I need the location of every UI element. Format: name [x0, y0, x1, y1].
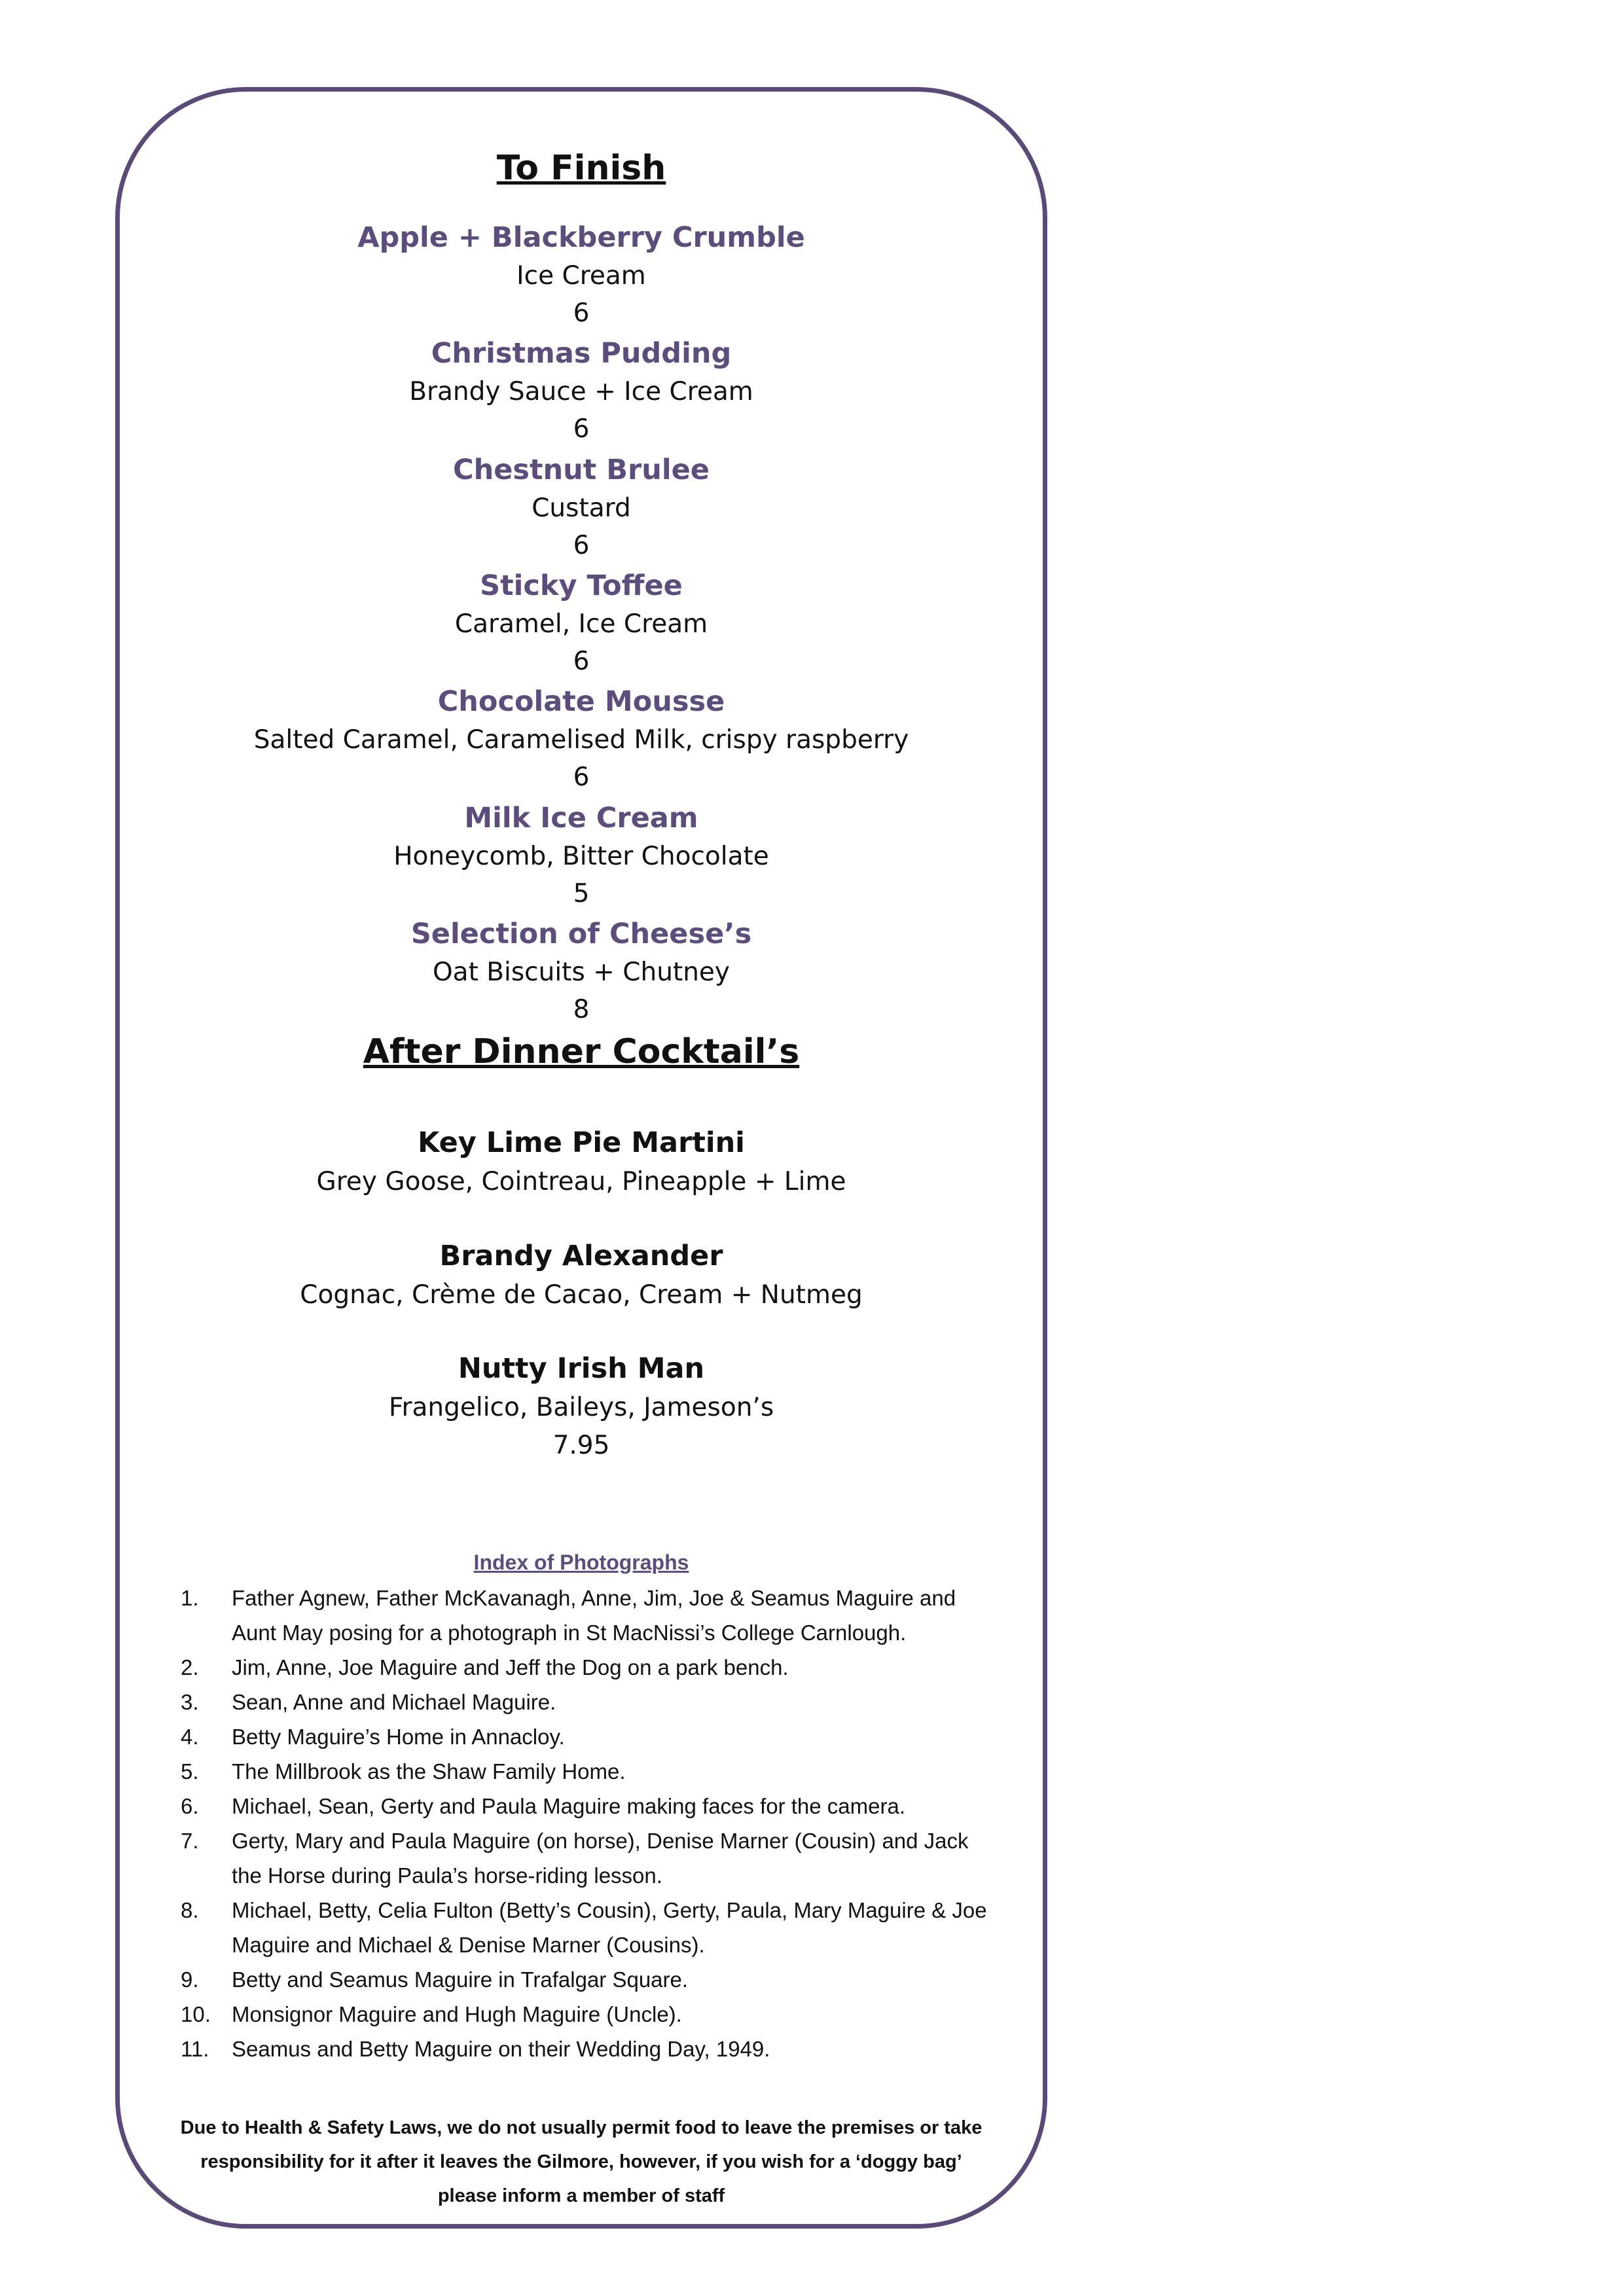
- dessert-desc-1: Ice Cream: [516, 261, 646, 291]
- index-item-number: 10.: [181, 2002, 211, 2026]
- index-item-number: 6.: [181, 1794, 199, 1818]
- index-item-number: 3.: [181, 1690, 199, 1714]
- index-item-number: 9.: [181, 1967, 199, 1992]
- index-item: [181, 1997, 992, 2032]
- to-finish-title: To Finish: [496, 149, 666, 188]
- dessert-desc-5: Salted Caramel, Caramelised Milk, crispy raspberry: [253, 725, 909, 755]
- dessert-price-5: 6: [573, 762, 590, 792]
- dessert-name-7: Selection of Cheese’s: [410, 918, 752, 950]
- index-item-number: 8.: [181, 1898, 199, 1922]
- index-item-text: Monsignor Maguire and Hugh Maguire (Uncle).: [232, 2002, 682, 2026]
- index-item-number: 4.: [181, 1725, 199, 1749]
- index-item: [181, 1754, 992, 1789]
- cocktail-price: 7.95: [552, 1431, 610, 1460]
- dessert-name-3: Chestnut Brulee: [453, 454, 710, 486]
- index-item: [181, 1789, 992, 1823]
- dessert-name-4: Sticky Toffee: [480, 569, 683, 602]
- index-item-text: Seamus and Betty Maguire on their Wedding Day, 1949.: [232, 2037, 770, 2061]
- index-item-text: Michael, Sean, Gerty and Paula Maguire making faces for the camera.: [232, 1794, 906, 1818]
- dessert-name-5: Chocolate Mousse: [437, 685, 725, 718]
- index-item-text: Gerty, Mary and Paula Maguire (on horse), Denise Marner (Cousin) and Jack the Horse during Paula’s horse-riding lesson.: [232, 1829, 969, 1888]
- dessert-price-1: 6: [573, 298, 590, 328]
- index-item-number: 11.: [181, 2037, 209, 2061]
- index-list: [181, 1581, 992, 2066]
- cocktail-name-1: Key Lime Pie Martini: [418, 1126, 745, 1159]
- dessert-price-6: 5: [573, 879, 590, 908]
- cocktail-desc-2: Cognac, Crème de Cacao, Cream + Nutmeg: [300, 1280, 863, 1310]
- index-item-text: Sean, Anne and Michael Maguire.: [232, 1690, 556, 1714]
- index-item-number: 7.: [181, 1829, 199, 1853]
- index-item: [181, 2032, 992, 2066]
- index-item: [181, 1962, 992, 1997]
- index-item-text: The Millbrook as the Shaw Family Home.: [232, 1759, 626, 1784]
- cocktail-name-2: Brandy Alexander: [439, 1240, 723, 1272]
- dessert-name-6: Milk Ice Cream: [464, 802, 698, 834]
- index-item: [181, 1719, 992, 1754]
- dessert-desc-6: Honeycomb, Bitter Chocolate: [393, 842, 769, 871]
- dessert-desc-7: Oat Biscuits + Chutney: [432, 958, 731, 987]
- index-item: [181, 1685, 992, 1719]
- dessert-price-4: 6: [573, 647, 590, 676]
- index-item-text: Father Agnew, Father McKavanagh, Anne, Jim, Joe & Seamus Maguire and Aunt May posing for a photograph in St MacNissi’s College Carnlough.: [232, 1586, 956, 1645]
- dessert-desc-2: Brandy Sauce + Ice Cream: [409, 377, 753, 406]
- cocktails-title: After Dinner Cocktail’s: [363, 1032, 800, 1071]
- dessert-name-2: Christmas Pudding: [431, 337, 732, 370]
- dessert-name-1: Apple + Blackberry Crumble: [357, 221, 805, 254]
- index-item: [181, 1581, 992, 1650]
- dessert-price-2: 6: [573, 414, 590, 444]
- index-item-number: 2.: [181, 1655, 199, 1679]
- health-safety-notice: Due to Health & Safety Laws, we do not usually permit food to leave the premises or take responsibility for it after it leaves the Gilmore, however, if you wish for a ‘doggy bag’ please inform a member of staff: [180, 2117, 983, 2206]
- dessert-desc-4: Caramel, Ice Cream: [454, 609, 708, 639]
- index-item: [181, 1893, 992, 1962]
- index-item: [181, 1823, 992, 1893]
- cocktail-desc-1: Grey Goose, Cointreau, Pineapple + Lime: [316, 1167, 846, 1196]
- cocktail-desc-3: Frangelico, Baileys, Jameson’s: [388, 1393, 774, 1422]
- index-item-text: Jim, Anne, Joe Maguire and Jeff the Dog on a park bench.: [232, 1655, 789, 1679]
- index-item-number: 5.: [181, 1759, 199, 1784]
- dessert-price-3: 6: [573, 531, 590, 560]
- index-item-number: 1.: [181, 1586, 199, 1610]
- index-item-text: Michael, Betty, Celia Fulton (Betty’s Cousin), Gerty, Paula, Mary Maguire & Joe Maguire and Michael & Denise Marner (Cousins).: [232, 1898, 987, 1957]
- index-item-text: Betty Maguire’s Home in Annacloy.: [232, 1725, 565, 1749]
- dessert-price-7: 8: [573, 995, 590, 1024]
- dessert-desc-3: Custard: [532, 493, 631, 523]
- index-item-text: Betty and Seamus Maguire in Trafalgar Square.: [232, 1967, 689, 1992]
- index-title: Index of Photographs: [473, 1551, 689, 1574]
- cocktail-name-3: Nutty Irish Man: [458, 1352, 705, 1385]
- index-item: [181, 1650, 992, 1685]
